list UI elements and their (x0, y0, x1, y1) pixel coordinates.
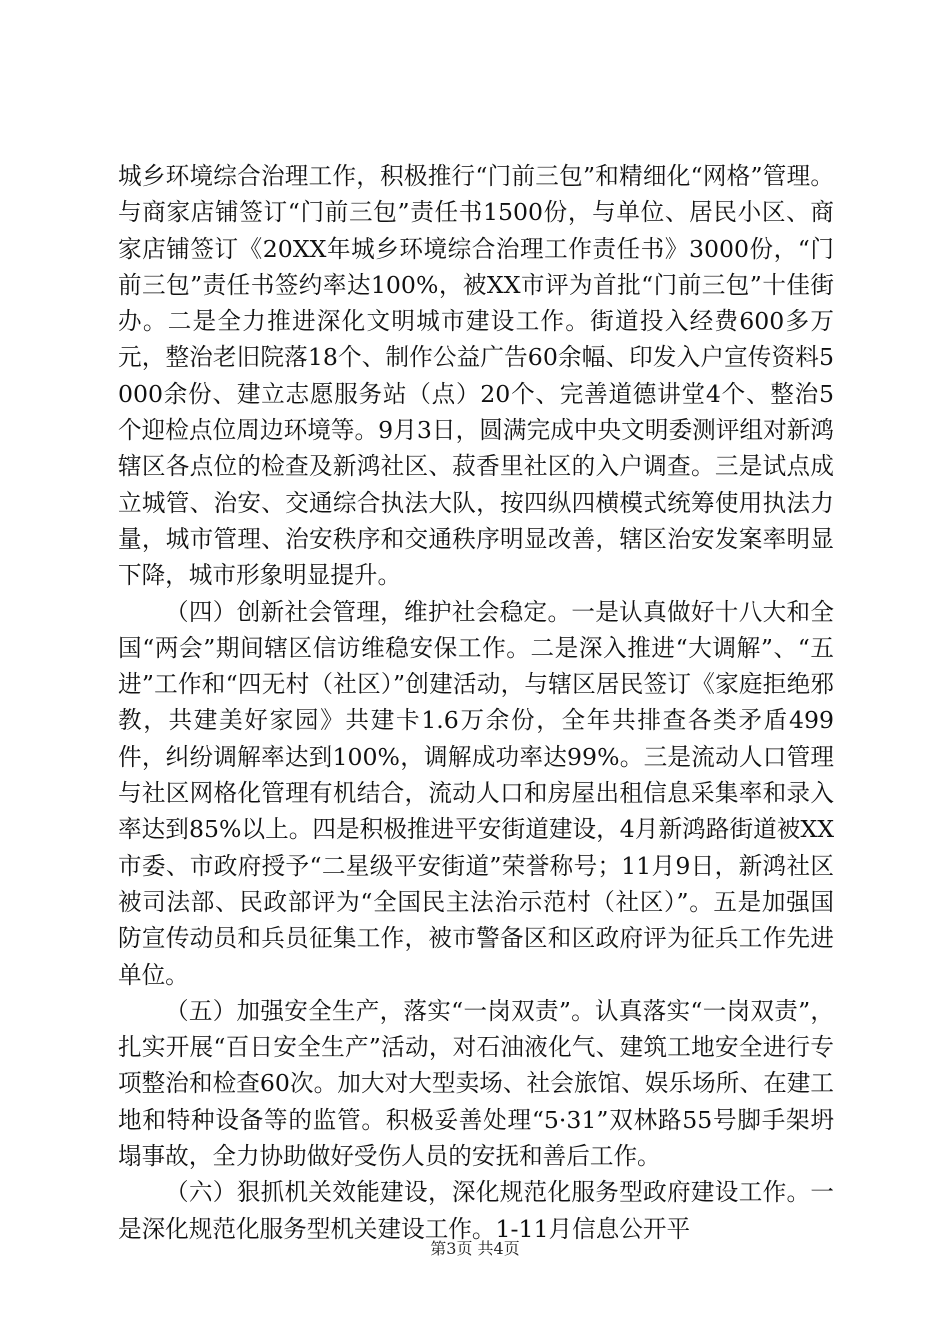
paragraph-section-5: （五）加强安全生产，落实“一岗双责”。认真落实“一岗双责”，扎实开展“百日安全生产”活动，对石油液化气、建筑工地安全进行专项整治和检查60次。加大对大型卖场、社会旅馆、娱乐场所、在建工地和特种设备等的监管。积极妥善处理“5·31”双林路55号脚手架坍塌事故，全力协助做好受伤人员的安抚和善后工作。 (118, 996, 834, 1171)
paragraph-section-6: （六）狠抓机关效能建设，深化规范化服务型政府建设工作。一是深化规范化服务型机关建设工作。1-11月信息公开平 (118, 1178, 834, 1243)
paragraph-continuation: 城乡环境综合治理工作，积极推行“门前三包”和精细化“网格”管理。与商家店铺签订“门前三包”责任书1500份，与单位、居民小区、商家店铺签订《20XX年城乡环境综合治理工作责任书》3000份，“门前三包”责任书签约率达100%，被XX市评为首批“门前三包”十佳街办。二是全力推进深化文明城市建设工作。街道投入经费600多万元，整治老旧院落18个、制作公益广告60余幅、印发入户宣传资料5000余份、建立志愿服务站（点）20个、完善道德讲堂4个、整治5个迎检点位周边环境等。9月3日，圆满完成中央文明委测评组对新鸿辖区各点位的检查及新鸿社区、菽香里社区的入户调查。三是试点成立城管、治安、交通综合执法大队，按四纵四横模式统筹使用执法力量，城市管理、治安秩序和交通秩序明显改善，辖区治安发案率明显下降，城市形象明显提升。 (118, 162, 834, 590)
page-number-footer: 第3页 共4页 (430, 1239, 520, 1258)
paragraph-section-4: （四）创新社会管理，维护社会稳定。一是认真做好十八大和全国“两会”期间辖区信访维稳安保工作。二是深入推进“大调解”、“五进”工作和“四无村（社区）”创建活动，与辖区居民签订《家庭拒绝邪教，共建美好家园》共建卡1.6万余份，全年共排查各类矛盾499件，纠纷调解率达到100%，调解成功率达99%。三是流动人口管理与社区网格化管理有机结合，流动人口和房屋出租信息采集率和录入率达到85%以上。四是积极推进平安街道建设，4月新鸿路街道被XX市委、市政府授予“二星级平安街道”荣誉称号；11月9日，新鸿社区被司法部、民政部评为“全国民主法治示范村（社区）”。五是加强国防宣传动员和兵员征集工作，被市警备区和区政府评为征兵工作先进单位。 (118, 597, 834, 989)
document-body (118, 158, 834, 1247)
